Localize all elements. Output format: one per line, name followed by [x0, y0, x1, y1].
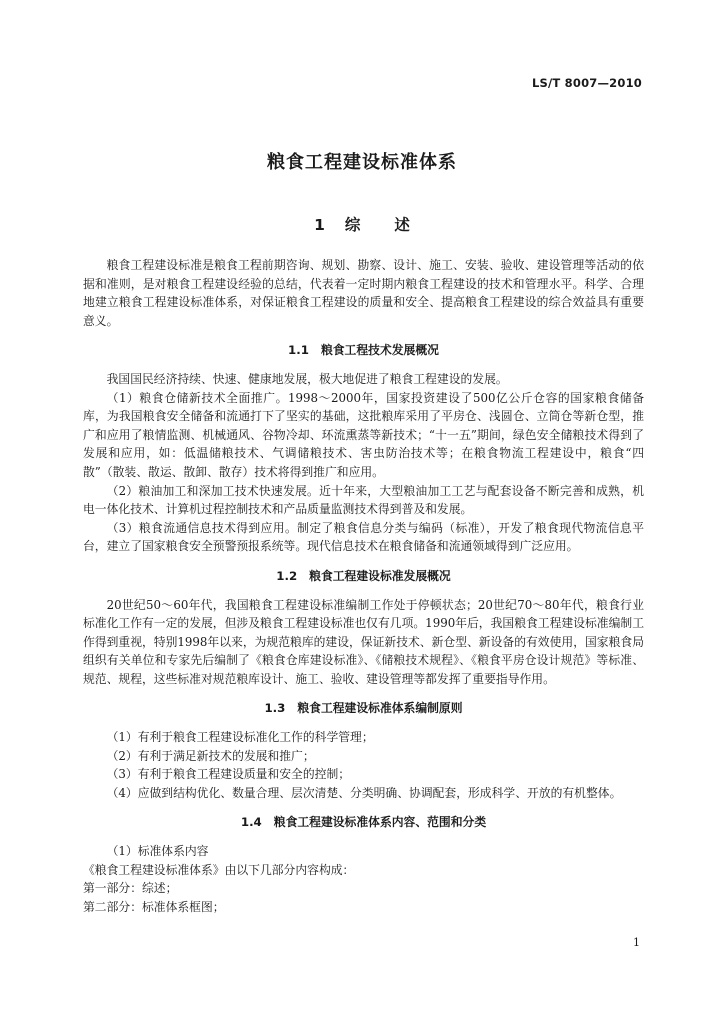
paragraph: 第二部分：标准体系框图；	[83, 899, 225, 914]
list-item: （1）标准体系内容	[106, 844, 209, 859]
section-number: 1.2	[276, 568, 298, 583]
list-item: （3）有利于粮食工程建设质量和安全的控制；	[106, 767, 351, 782]
chapter-number: 1	[314, 216, 325, 234]
intro-paragraph: 粮食工程建设标准是粮食工程前期咨询、规划、勘察、设计、施工、安装、验收、建设管理等活动的依据和准则，是对粮食工程建设经验的总结，代表着一定时期内粮食工程建设的技术和管理水平。科学、合理地建立粮食工程建设标准体系，对保证粮食工程建设的质量和安全、提高粮食工程建设的综合效益具有重要意义。	[83, 258, 644, 328]
document-body	[83, 256, 644, 916]
section-number: 1.1	[288, 343, 309, 358]
section-number: 1.4	[240, 815, 262, 830]
paragraph: 《粮食工程建设标准体系》由以下几部分内容构成：	[83, 862, 355, 877]
section-heading	[83, 567, 644, 586]
section-title: 粮食工程建设标准体系内容、范围和分类	[273, 815, 487, 830]
paragraph: 我国国民经济持续、快速、健康地发展，极大地促进了粮食工程建设的发展。	[106, 371, 508, 386]
paragraph: （1）粮食仓储新技术全面推广。1998～2000年，国家投资建设了500亿公斤仓容的国家粮食储备库，为我国粮食安全储备和流通打下了坚实的基础，这批粮库采用了平房仓、浅圆仓、立筒仓等新仓型，推广和应用了粮情监测、机械通风、谷物冷却、环流熏蒸等新技术；“十一五”期间，绿色安全储粮技术得到了发展和应用，如：低温储粮技术、气调储粮技术、害虫防治技术等；在粮食物流工程建设中，粮食“四散”（散装、散运、散卸、散存）技术将得到推广和应用。	[83, 390, 644, 479]
section-heading	[83, 699, 644, 718]
section-heading	[83, 341, 644, 360]
document-title: 粮食工程建设标准体系	[267, 152, 457, 173]
standard-code: LS/T 8007—2010	[532, 76, 642, 90]
paragraph: （3）粮食流通信息技术得到应用。制定了粮食信息分类与编码（标准），开发了粮食现代物流信息平台，建立了国家粮食安全预警预报系统等。现代信息技术在粮食储备和流通领域得到广泛应用。	[83, 520, 644, 554]
paragraph: 第一部分：综述；	[83, 881, 178, 896]
paragraph: （2）粮油加工和深加工技术快速发展。近十年来，大型粮油加工工艺与配套设备不断完善和成熟，机电一体化技术、计算机过程控制技术和产品质量监测技术得到普及和发展。	[83, 483, 644, 517]
page-number: 1	[633, 936, 640, 949]
chapter-title-part-2: 述	[394, 216, 410, 234]
section-title: 粮食工程技术发展概况	[320, 343, 439, 358]
chapter-heading	[0, 213, 724, 235]
list-item: （2）有利于满足新技术的发展和推广；	[106, 748, 315, 763]
paragraph: 20世纪50～60年代，我国粮食工程建设标准编制工作处于停顿状态；20世纪70～80年代，粮食行业标准化工作有一定的发展，但涉及粮食工程建设标准也仅有几项。1990年后，我国粮食工程建设标准编制工作得到重视，特别1998年以来，为规范粮库的建设，保证新技术、新仓型、新设备的有效使用，国家粮食局组织有关单位和专家先后编制了《粮食仓库建设标准》、《储粮技术规程》、《粮食平房仓设计规范》等标准、规范、规程，这些标准对规范粮库设计、施工、验收、建设管理等都发挥了重要指导作用。	[83, 597, 644, 686]
chapter-title-part-1: 综	[344, 216, 361, 234]
list-item: （1）有利于粮食工程建设标准化工作的科学管理；	[106, 730, 374, 745]
section-number: 1.3	[264, 701, 286, 716]
list-item: （4）应做到结构优化、数量合理、层次清楚、分类明确、协调配套，形成科学、开放的有机整体。	[106, 785, 622, 800]
section-title: 粮食工程建设标准发展概况	[309, 568, 451, 583]
section-title: 粮食工程建设标准体系编制原则	[297, 701, 463, 716]
section-heading	[83, 813, 644, 832]
